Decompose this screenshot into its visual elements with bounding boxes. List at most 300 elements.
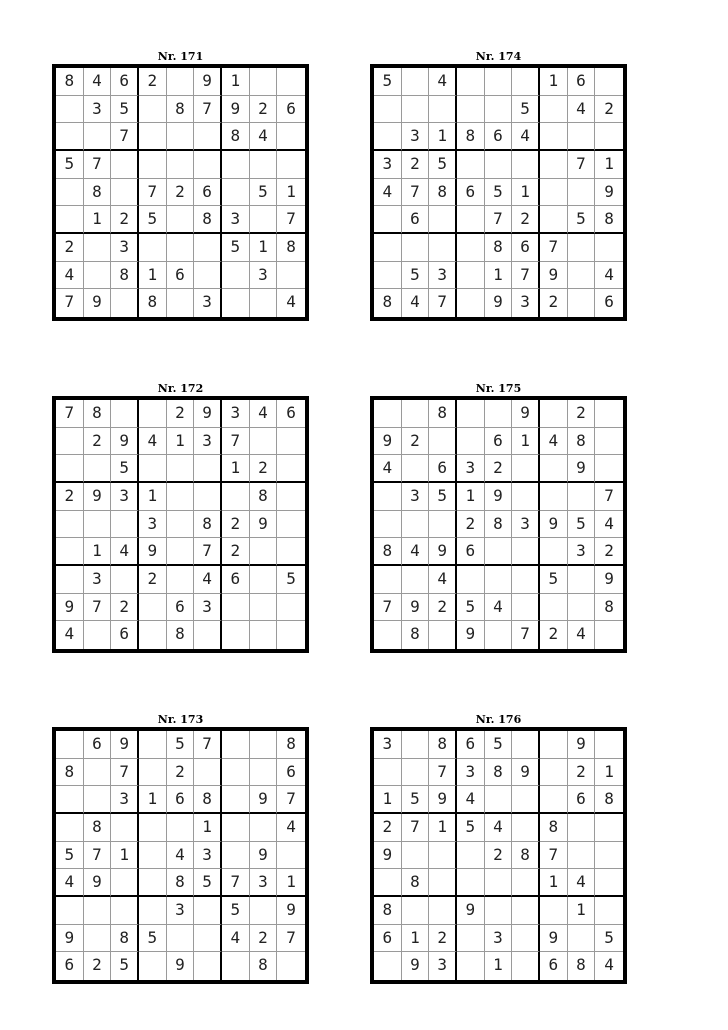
sudoku-cell (540, 483, 568, 511)
sudoku-cell (540, 538, 568, 566)
sudoku-cell (277, 428, 305, 456)
puzzle-title: Nr. 174 (475, 50, 522, 63)
sudoku-cell (429, 621, 457, 649)
sudoku-cell (84, 455, 112, 483)
sudoku-cell: 5 (111, 455, 139, 483)
sudoku-cell (402, 68, 430, 96)
sudoku-cell: 7 (222, 428, 250, 456)
sudoku-cell: 2 (250, 96, 278, 124)
sudoku-cell (402, 455, 430, 483)
sudoku-cell (167, 206, 195, 234)
sudoku-cell (374, 400, 402, 428)
sudoku-cell (139, 400, 167, 428)
sudoku-cell: 2 (429, 594, 457, 622)
sudoku-cell (167, 566, 195, 594)
sudoku-cell (167, 455, 195, 483)
sudoku-cell: 4 (485, 594, 513, 622)
sudoku-cell: 1 (512, 179, 540, 207)
sudoku-cell (277, 483, 305, 511)
sudoku-cell: 2 (595, 538, 623, 566)
sudoku-cell: 5 (222, 234, 250, 262)
sudoku-cell (56, 455, 84, 483)
sudoku-cell: 9 (277, 897, 305, 925)
sudoku-cell: 8 (84, 814, 112, 842)
sudoku-cell: 1 (374, 786, 402, 814)
puzzle-title: Nr. 173 (157, 713, 204, 726)
sudoku-cell: 1 (457, 483, 485, 511)
sudoku-cell (374, 206, 402, 234)
sudoku-cell (512, 869, 540, 897)
sudoku-cell: 7 (568, 151, 596, 179)
sudoku-cell: 6 (222, 566, 250, 594)
sudoku-cell (250, 151, 278, 179)
sudoku-cell: 9 (457, 621, 485, 649)
sudoku-cell (139, 234, 167, 262)
sudoku-cell: 6 (277, 96, 305, 124)
sudoku-cell (84, 621, 112, 649)
sudoku-cell: 1 (194, 814, 222, 842)
sudoku-cell: 8 (194, 206, 222, 234)
puzzle-title: Nr. 175 (475, 382, 522, 395)
sudoku-cell: 4 (402, 538, 430, 566)
sudoku-cell: 8 (167, 621, 195, 649)
sudoku-cell: 7 (402, 179, 430, 207)
sudoku-cell (457, 68, 485, 96)
sudoku-cell: 6 (568, 68, 596, 96)
sudoku-cell: 8 (512, 842, 540, 870)
sudoku-cell (194, 483, 222, 511)
sudoku-cell (139, 621, 167, 649)
sudoku-cell (595, 400, 623, 428)
sudoku-puzzle-173 (52, 713, 309, 984)
sudoku-cell (374, 566, 402, 594)
sudoku-cell (250, 594, 278, 622)
sudoku-cell (277, 538, 305, 566)
sudoku-cell: 6 (111, 621, 139, 649)
sudoku-cell: 2 (540, 621, 568, 649)
sudoku-cell: 2 (568, 400, 596, 428)
sudoku-cell (111, 511, 139, 539)
sudoku-cell (595, 869, 623, 897)
sudoku-cell: 5 (374, 68, 402, 96)
sudoku-puzzle-172 (52, 382, 309, 653)
sudoku-cell (540, 179, 568, 207)
sudoku-cell: 6 (540, 952, 568, 980)
sudoku-cell: 7 (402, 814, 430, 842)
sudoku-cell: 9 (568, 731, 596, 759)
sudoku-cell (402, 234, 430, 262)
sudoku-cell (429, 842, 457, 870)
sudoku-cell: 1 (429, 814, 457, 842)
sudoku-cell (595, 731, 623, 759)
sudoku-cell (56, 96, 84, 124)
sudoku-cell: 4 (194, 566, 222, 594)
sudoku-cell: 3 (167, 897, 195, 925)
sudoku-cell: 8 (457, 123, 485, 151)
sudoku-cell: 7 (512, 621, 540, 649)
sudoku-cell: 3 (568, 538, 596, 566)
sudoku-cell: 8 (402, 869, 430, 897)
sudoku-cell: 4 (429, 68, 457, 96)
sudoku-cell: 4 (568, 869, 596, 897)
sudoku-cell (56, 428, 84, 456)
sudoku-cell: 8 (111, 262, 139, 290)
sudoku-cell: 8 (374, 289, 402, 317)
sudoku-cell: 5 (568, 511, 596, 539)
sudoku-cell: 8 (540, 814, 568, 842)
sudoku-cell: 5 (139, 206, 167, 234)
sudoku-cell: 3 (111, 234, 139, 262)
sudoku-cell: 8 (222, 123, 250, 151)
sudoku-cell (568, 289, 596, 317)
sudoku-cell: 8 (374, 538, 402, 566)
sudoku-cell (139, 842, 167, 870)
sudoku-cell (111, 566, 139, 594)
sudoku-cell (277, 262, 305, 290)
sudoku-cell (457, 566, 485, 594)
sudoku-cell: 9 (139, 538, 167, 566)
sudoku-cell: 3 (194, 594, 222, 622)
sudoku-cell: 4 (167, 842, 195, 870)
sudoku-cell: 8 (485, 759, 513, 787)
sudoku-cell (194, 952, 222, 980)
sudoku-cell (485, 68, 513, 96)
sudoku-cell: 3 (194, 289, 222, 317)
sudoku-cell (402, 842, 430, 870)
sudoku-cell: 2 (222, 511, 250, 539)
sudoku-cell (250, 814, 278, 842)
sudoku-cell: 5 (139, 925, 167, 953)
sudoku-cell (111, 151, 139, 179)
sudoku-cell: 2 (485, 842, 513, 870)
sudoku-cell: 6 (374, 925, 402, 953)
sudoku-cell (540, 759, 568, 787)
sudoku-cell (540, 455, 568, 483)
sudoku-cell: 5 (402, 786, 430, 814)
sudoku-cell: 1 (111, 842, 139, 870)
sudoku-cell (222, 483, 250, 511)
sudoku-cell (568, 234, 596, 262)
sudoku-cell: 8 (56, 759, 84, 787)
sudoku-cell: 6 (457, 538, 485, 566)
sudoku-puzzle-176 (370, 713, 627, 984)
sudoku-cell: 4 (84, 68, 112, 96)
sudoku-cell: 1 (512, 428, 540, 456)
sudoku-cell (111, 289, 139, 317)
sudoku-cell (485, 400, 513, 428)
sudoku-cell (167, 814, 195, 842)
sudoku-cell (568, 566, 596, 594)
sudoku-cell (277, 511, 305, 539)
sudoku-cell (457, 151, 485, 179)
sudoku-cell: 3 (429, 952, 457, 980)
sudoku-cell (139, 814, 167, 842)
sudoku-cell: 2 (485, 455, 513, 483)
sudoku-cell: 9 (485, 289, 513, 317)
sudoku-cell: 5 (485, 731, 513, 759)
sudoku-cell (512, 925, 540, 953)
sudoku-cell (568, 262, 596, 290)
sudoku-cell: 9 (167, 952, 195, 980)
sudoku-cell: 1 (540, 869, 568, 897)
sudoku-cell (111, 897, 139, 925)
sudoku-cell: 9 (84, 869, 112, 897)
sudoku-cell: 2 (402, 151, 430, 179)
sudoku-cell: 8 (485, 234, 513, 262)
sudoku-cell: 5 (56, 151, 84, 179)
sudoku-cell: 8 (167, 869, 195, 897)
sudoku-cell: 7 (277, 786, 305, 814)
sudoku-cell: 3 (402, 123, 430, 151)
sudoku-puzzle-171 (52, 50, 309, 321)
sudoku-cell: 3 (485, 925, 513, 953)
sudoku-cell (250, 538, 278, 566)
sudoku-cell (56, 179, 84, 207)
sudoku-cell: 9 (250, 511, 278, 539)
sudoku-cell: 3 (139, 511, 167, 539)
sudoku-cell (56, 123, 84, 151)
sudoku-cell (84, 759, 112, 787)
sudoku-cell (595, 814, 623, 842)
sudoku-cell: 6 (604, 292, 614, 312)
sudoku-cell (56, 731, 84, 759)
sudoku-cell: 1 (277, 179, 305, 207)
sudoku-cell: 3 (429, 262, 457, 290)
sudoku-cell: 1 (277, 869, 305, 897)
sudoku-cell: 4 (139, 428, 167, 456)
sudoku-cell (457, 96, 485, 124)
sudoku-cell (139, 869, 167, 897)
sudoku-cell: 7 (194, 538, 222, 566)
sudoku-cell: 8 (84, 400, 112, 428)
sudoku-cell (139, 594, 167, 622)
sudoku-cell: 1 (139, 786, 167, 814)
sudoku-cell: 6 (568, 786, 596, 814)
sudoku-cell (485, 566, 513, 594)
sudoku-cell: 4 (540, 428, 568, 456)
sudoku-cell: 4 (374, 179, 402, 207)
sudoku-cell (222, 262, 250, 290)
sudoku-cell (540, 96, 568, 124)
sudoku-cell: 2 (568, 759, 596, 787)
sudoku-cell: 8 (485, 511, 513, 539)
sudoku-cell: 5 (429, 151, 457, 179)
sudoku-grid (370, 64, 627, 321)
sudoku-cell: 8 (429, 731, 457, 759)
sudoku-cell (277, 594, 305, 622)
sudoku-cell: 8 (595, 206, 623, 234)
sudoku-cell: 9 (111, 731, 139, 759)
sudoku-cell: 8 (194, 511, 222, 539)
sudoku-cell (457, 234, 485, 262)
sudoku-cell: 4 (277, 814, 305, 842)
sudoku-cell: 8 (568, 428, 596, 456)
sudoku-cell: 5 (402, 262, 430, 290)
sudoku-cell: 5 (111, 96, 139, 124)
sudoku-cell (374, 262, 402, 290)
sudoku-cell (402, 731, 430, 759)
sudoku-cell: 3 (111, 786, 139, 814)
sudoku-cell: 9 (540, 262, 568, 290)
sudoku-cell: 7 (111, 759, 139, 787)
sudoku-cell: 1 (485, 262, 513, 290)
sudoku-cell: 6 (277, 400, 305, 428)
sudoku-cell (402, 759, 430, 787)
sudoku-cell: 7 (429, 289, 457, 317)
sudoku-cell (568, 925, 596, 953)
sudoku-cell: 4 (250, 123, 278, 151)
sudoku-cell (429, 869, 457, 897)
sudoku-cell: 4 (56, 621, 84, 649)
sudoku-cell: 2 (402, 428, 430, 456)
sudoku-cell: 4 (485, 814, 513, 842)
sudoku-cell (374, 96, 402, 124)
sudoku-cell: 3 (111, 483, 139, 511)
sudoku-cell (540, 731, 568, 759)
sudoku-cell: 6 (56, 952, 84, 980)
sudoku-cell: 9 (429, 786, 457, 814)
sudoku-cell (429, 428, 457, 456)
sudoku-cell: 3 (84, 566, 112, 594)
sudoku-cell: 9 (56, 925, 84, 953)
sudoku-cell: 7 (194, 96, 222, 124)
sudoku-cell (568, 814, 596, 842)
sudoku-cell (402, 400, 430, 428)
sudoku-cell: 2 (84, 428, 112, 456)
sudoku-cell: 3 (512, 289, 540, 317)
sudoku-cell (595, 123, 623, 151)
sudoku-cell: 1 (139, 262, 167, 290)
sudoku-cell: 6 (512, 234, 540, 262)
sudoku-cell: 7 (111, 123, 139, 151)
sudoku-cell: 7 (84, 842, 112, 870)
sudoku-cell (194, 925, 222, 953)
sudoku-cell (512, 786, 540, 814)
sudoku-cell: 5 (167, 731, 195, 759)
sudoku-cell: 3 (194, 842, 222, 870)
sudoku-cell: 2 (250, 455, 278, 483)
sudoku-cell (56, 566, 84, 594)
sudoku-cell (595, 68, 623, 96)
sudoku-cell (222, 151, 250, 179)
sudoku-cell: 9 (250, 842, 278, 870)
sudoku-cell (194, 234, 222, 262)
sudoku-cell (595, 897, 623, 925)
sudoku-cell: 6 (167, 262, 195, 290)
sudoku-cell (56, 897, 84, 925)
sudoku-cell (277, 952, 305, 980)
sudoku-cell: 9 (540, 511, 568, 539)
sudoku-cell (512, 952, 540, 980)
sudoku-cell: 3 (374, 731, 402, 759)
sudoku-cell (194, 151, 222, 179)
sudoku-cell (222, 786, 250, 814)
sudoku-cell: 8 (402, 621, 430, 649)
sudoku-cell: 8 (167, 96, 195, 124)
sudoku-cell: 3 (250, 869, 278, 897)
sudoku-cell: 3 (84, 96, 112, 124)
sudoku-cell (512, 731, 540, 759)
sudoku-cell: 5 (194, 869, 222, 897)
sudoku-cell: 9 (402, 594, 430, 622)
sudoku-cell: 7 (84, 594, 112, 622)
sudoku-cell: 7 (485, 206, 513, 234)
sudoku-cell (512, 814, 540, 842)
sudoku-cell (595, 428, 623, 456)
sudoku-cell (111, 869, 139, 897)
sudoku-cell: 7 (56, 400, 84, 428)
sudoku-cell (374, 621, 402, 649)
sudoku-grid (370, 727, 627, 984)
sudoku-cell: 8 (139, 289, 167, 317)
sudoku-cell: 8 (429, 400, 457, 428)
sudoku-cell: 7 (222, 869, 250, 897)
sudoku-cell (429, 206, 457, 234)
sudoku-cell: 2 (540, 289, 568, 317)
sudoku-cell (84, 234, 112, 262)
sudoku-cell (540, 206, 568, 234)
sudoku-cell: 5 (457, 814, 485, 842)
sudoku-cell: 7 (595, 483, 623, 511)
sudoku-cell: 8 (277, 234, 305, 262)
sudoku-cell: 3 (374, 151, 402, 179)
sudoku-cell (84, 511, 112, 539)
sudoku-cell: 5 (250, 179, 278, 207)
sudoku-cell (56, 814, 84, 842)
sudoku-cell: 2 (595, 96, 623, 124)
sudoku-cell (111, 400, 139, 428)
sudoku-cell: 1 (222, 68, 250, 96)
sudoku-cell: 2 (56, 483, 84, 511)
sudoku-cell (457, 206, 485, 234)
sudoku-cell: 8 (250, 952, 278, 980)
sudoku-cell: 4 (286, 292, 296, 312)
sudoku-cell: 9 (595, 179, 623, 207)
sudoku-cell: 9 (56, 594, 84, 622)
sudoku-cell (139, 731, 167, 759)
sudoku-cell: 9 (194, 400, 222, 428)
sudoku-cell (84, 123, 112, 151)
sudoku-cell: 9 (194, 68, 222, 96)
sudoku-cell: 8 (595, 786, 623, 814)
sudoku-cell: 3 (402, 483, 430, 511)
sudoku-cell: 9 (374, 842, 402, 870)
sudoku-cell: 1 (84, 538, 112, 566)
sudoku-cell: 2 (457, 511, 485, 539)
sudoku-cell: 3 (222, 400, 250, 428)
sudoku-cell: 4 (457, 786, 485, 814)
sudoku-cell: 8 (250, 483, 278, 511)
sudoku-cell (568, 179, 596, 207)
puzzle-title: Nr. 171 (157, 50, 204, 63)
sudoku-cell: 7 (56, 289, 84, 317)
sudoku-cell (485, 786, 513, 814)
sudoku-cell: 9 (222, 96, 250, 124)
sudoku-cell (56, 511, 84, 539)
sudoku-cell (84, 897, 112, 925)
sudoku-cell: 1 (167, 428, 195, 456)
sudoku-cell (139, 759, 167, 787)
sudoku-cell (540, 400, 568, 428)
sudoku-cell (167, 925, 195, 953)
sudoku-cell (540, 594, 568, 622)
sudoku-cell (457, 869, 485, 897)
sudoku-cell (457, 842, 485, 870)
sudoku-cell: 9 (457, 897, 485, 925)
sudoku-cell: 4 (595, 262, 623, 290)
sudoku-cell (167, 123, 195, 151)
sudoku-cell (277, 842, 305, 870)
